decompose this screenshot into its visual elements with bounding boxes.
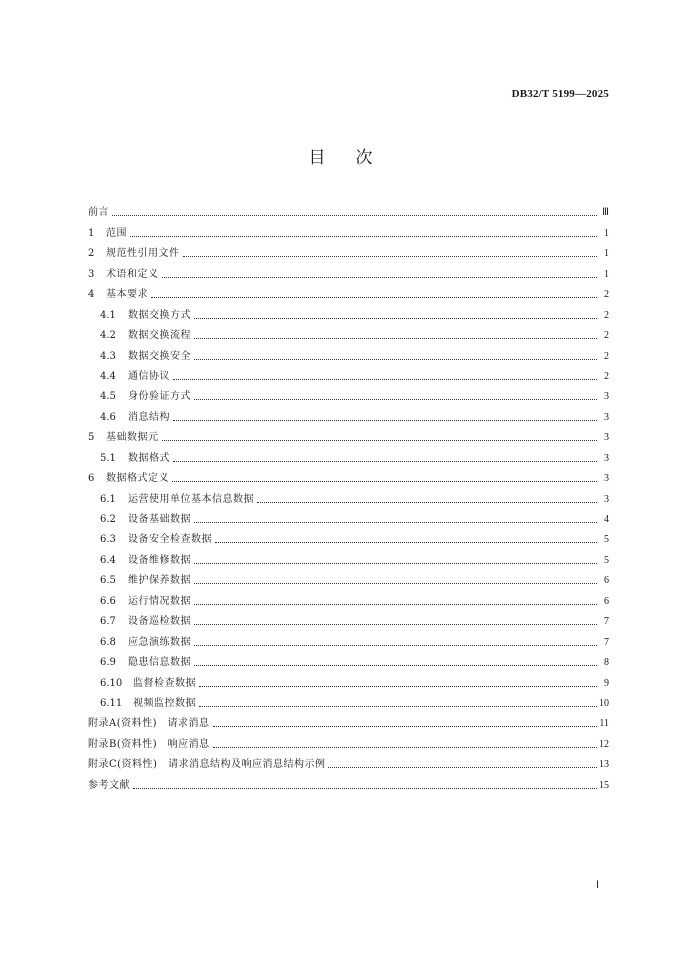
- toc-dot-leader: [194, 665, 597, 666]
- toc-entry-label: 消息结构: [128, 411, 170, 423]
- toc-entry-page: 3: [604, 452, 609, 464]
- toc-entry-number: 5: [88, 432, 95, 444]
- toc-entry-page: 8: [604, 657, 609, 669]
- toc-entry-number: 4.3: [100, 350, 116, 362]
- toc-dot-leader: [194, 645, 597, 646]
- toc-entry-page: 1: [604, 268, 609, 280]
- toc-entry-label: 附录A(资料性) 请求消息: [88, 718, 210, 730]
- toc-entry[interactable]: [88, 199, 609, 219]
- toc-entry-page: 10: [599, 697, 609, 709]
- toc-entry[interactable]: [88, 710, 609, 730]
- toc-entry-label: 数据交换流程: [128, 330, 191, 342]
- toc-entry-label: 规范性引用文件: [106, 248, 180, 260]
- toc-entry[interactable]: [88, 485, 609, 505]
- toc-entry-label: 运行情况数据: [128, 595, 191, 607]
- toc-entry-number: 6.8: [100, 636, 116, 648]
- toc-entry[interactable]: [88, 403, 609, 423]
- toc-entry-page: 2: [604, 330, 609, 342]
- toc-dot-leader: [112, 215, 597, 216]
- toc-dot-leader: [173, 420, 597, 421]
- toc-entry-label: 范围: [106, 227, 127, 239]
- toc-entry-label: 隐患信息数据: [128, 657, 191, 669]
- toc-dot-leader: [194, 399, 597, 400]
- toc-entry-page: 2: [604, 370, 609, 382]
- toc-entry-label: 设备安全检查数据: [128, 534, 212, 546]
- toc-entry[interactable]: [88, 444, 609, 464]
- toc-entry[interactable]: [88, 587, 609, 607]
- toc-entry[interactable]: [88, 281, 609, 301]
- toc-entry-number: 6.7: [100, 616, 116, 628]
- toc-dot-leader: [194, 318, 597, 319]
- table-of-contents: [88, 199, 609, 792]
- toc-entry[interactable]: [88, 240, 609, 260]
- toc-entry-label: 视频监控数据: [133, 697, 196, 709]
- toc-entry-number: 6.2: [100, 514, 116, 525]
- toc-entry-page: 11: [599, 718, 609, 730]
- toc-entry[interactable]: [88, 465, 609, 485]
- toc-entry-page: 13: [599, 759, 609, 771]
- toc-entry-page: 3: [604, 473, 609, 485]
- toc-entry-page: 3: [604, 411, 609, 423]
- toc-entry-page: 15: [599, 779, 609, 791]
- toc-dot-leader: [213, 747, 597, 748]
- toc-entry-number: 4: [88, 289, 95, 301]
- toc-entry[interactable]: [88, 301, 609, 321]
- toc-entry-page: 7: [604, 636, 609, 648]
- toc-entry-number: 4.1: [100, 309, 116, 321]
- toc-dot-leader: [194, 563, 597, 564]
- toc-entry-label: 附录B(资料性) 响应消息: [88, 738, 210, 750]
- toc-entry[interactable]: [88, 730, 609, 750]
- toc-entry-number: 4.4: [100, 370, 116, 382]
- page-title: 目次: [308, 148, 403, 168]
- toc-entry-number: 1: [88, 227, 95, 239]
- toc-entry-page: 2: [604, 350, 609, 362]
- toc-entry-label: 设备维修数据: [128, 554, 191, 566]
- toc-entry-label: 数据格式定义: [106, 473, 169, 485]
- toc-entry[interactable]: [88, 669, 609, 689]
- toc-entry[interactable]: [88, 649, 609, 669]
- toc-entry-label: 设备基础数据: [128, 514, 191, 525]
- toc-dot-leader: [194, 624, 597, 625]
- toc-entry-number: 6.9: [100, 657, 116, 669]
- toc-entry-number: 3: [88, 268, 95, 280]
- toc-entry-page: 6: [604, 575, 609, 587]
- toc-entry-label: 设备巡检数据: [128, 616, 191, 628]
- toc-dot-leader: [213, 726, 597, 727]
- toc-entry-label: 运营使用单位基本信息数据: [128, 493, 254, 505]
- toc-entry-page: 4: [604, 514, 609, 525]
- toc-entry[interactable]: [88, 628, 609, 648]
- toc-entry-number: 2: [88, 248, 95, 260]
- toc-entry[interactable]: [88, 506, 609, 526]
- toc-entry[interactable]: [88, 751, 609, 771]
- toc-entry-number: 4.6: [100, 411, 116, 423]
- toc-entry-page: 1: [604, 248, 609, 260]
- toc-entry-label: 数据交换安全: [128, 350, 191, 362]
- toc-entry-page: 5: [604, 534, 609, 546]
- standard-code: DB32/T 5199—2025: [511, 88, 609, 100]
- toc-entry-number: 6.3: [100, 534, 116, 546]
- toc-dot-leader: [328, 767, 597, 768]
- toc-entry-number: 4.5: [100, 391, 116, 403]
- toc-entry-label: 数据交换方式: [128, 309, 191, 321]
- toc-entry-page: 6: [604, 595, 609, 607]
- toc-entry-page: 3: [604, 432, 609, 444]
- toc-entry-number: 6.5: [100, 575, 116, 587]
- toc-entry-label: 附录C(资料性) 请求消息结构及响应消息结构示例: [88, 759, 326, 771]
- toc-dot-leader: [194, 338, 597, 339]
- toc-entry[interactable]: [88, 526, 609, 546]
- toc-entry-label: 术语和定义: [106, 268, 159, 280]
- toc-entry-label: 基本要求: [106, 289, 148, 301]
- toc-dot-leader: [215, 542, 597, 543]
- toc-dot-leader: [194, 604, 597, 605]
- toc-dot-leader: [172, 481, 597, 482]
- toc-entry-label: 通信协议: [128, 370, 170, 382]
- toc-dot-leader: [257, 502, 597, 503]
- toc-entry-page: 1: [604, 227, 609, 239]
- toc-entry[interactable]: [88, 771, 609, 791]
- toc-dot-leader: [199, 706, 597, 707]
- toc-entry-label: 参考文献: [88, 779, 130, 791]
- toc-entry-page: 2: [604, 289, 609, 301]
- toc-entry[interactable]: [88, 608, 609, 628]
- toc-entry[interactable]: [88, 546, 609, 566]
- toc-dot-leader: [162, 277, 598, 278]
- toc-entry[interactable]: [88, 424, 609, 444]
- toc-entry-label: 应急演练数据: [128, 636, 191, 648]
- toc-dot-leader: [199, 686, 597, 687]
- page-number: Ⅰ: [596, 880, 599, 891]
- toc-entry[interactable]: [88, 567, 609, 587]
- toc-dot-leader: [194, 583, 597, 584]
- toc-dot-leader: [194, 522, 597, 523]
- toc-entry-number: 5.1: [100, 452, 116, 464]
- toc-entry[interactable]: [88, 219, 609, 239]
- toc-entry-number: 6.11: [100, 697, 123, 709]
- toc-entry-page: 3: [604, 391, 609, 403]
- toc-entry-number: 6.4: [100, 554, 116, 566]
- toc-dot-leader: [183, 256, 598, 257]
- toc-entry-number: 6.6: [100, 595, 116, 607]
- toc-entry-label: 基础数据元: [106, 432, 159, 444]
- toc-dot-leader: [162, 440, 598, 441]
- toc-entry-page: 5: [604, 554, 609, 566]
- toc-entry-page: 7: [604, 616, 609, 628]
- toc-entry[interactable]: [88, 363, 609, 383]
- toc-entry-page: 3: [604, 493, 609, 505]
- toc-dot-leader: [130, 236, 597, 237]
- toc-entry-label: 前言: [88, 207, 109, 219]
- toc-entry-number: 6.10: [100, 677, 123, 689]
- toc-entry-page: 12: [599, 738, 609, 750]
- toc-entry[interactable]: [88, 342, 609, 362]
- toc-dot-leader: [173, 379, 597, 380]
- toc-entry-label: 监督检查数据: [133, 677, 196, 689]
- toc-entry-label: 数据格式: [128, 452, 170, 464]
- toc-entry-page: Ⅲ: [602, 207, 609, 219]
- toc-dot-leader: [173, 461, 597, 462]
- toc-entry[interactable]: [88, 322, 609, 342]
- toc-entry[interactable]: [88, 383, 609, 403]
- toc-entry-label: 身份验证方式: [128, 391, 191, 403]
- toc-entry-page: 9: [604, 677, 609, 689]
- toc-entry[interactable]: [88, 260, 609, 280]
- toc-entry-number: 6.1: [100, 493, 116, 505]
- toc-dot-leader: [194, 359, 597, 360]
- toc-entry[interactable]: [88, 690, 609, 710]
- toc-dot-leader: [133, 788, 597, 789]
- toc-dot-leader: [151, 297, 597, 298]
- toc-entry-label: 维护保养数据: [128, 575, 191, 587]
- toc-entry-number: 6: [88, 473, 95, 485]
- toc-entry-page: 2: [604, 309, 609, 321]
- toc-entry-number: 4.2: [100, 330, 116, 342]
